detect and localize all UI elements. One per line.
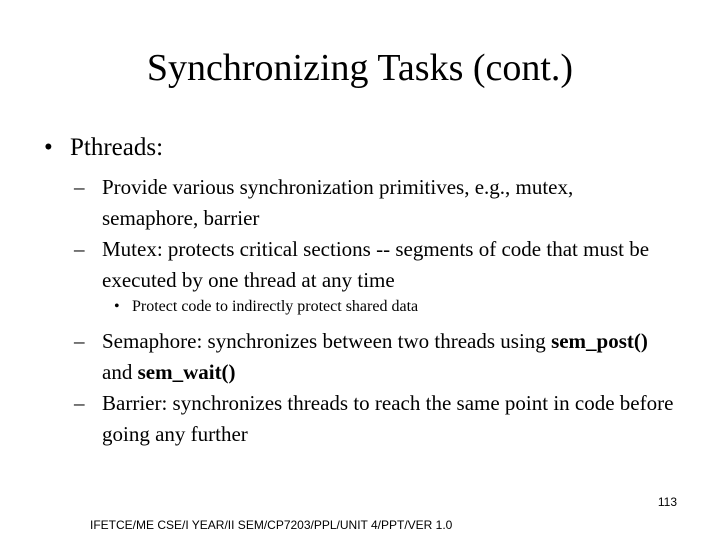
- sub-bullet-marker: •: [114, 298, 120, 315]
- sub-bullet: [114, 296, 418, 318]
- semaphore-text-a: Semaphore: synchronizes between two threads using: [102, 329, 552, 353]
- item-text-mutex: Mutex: protects critical sections -- segments of code that must be executed by one thread at any time: [102, 237, 650, 292]
- slide-title: Synchronizing Tasks (cont.): [146, 47, 574, 89]
- sub-bullet-text: Protect code to indirectly protect shared data: [132, 298, 419, 315]
- list-item: [74, 388, 674, 450]
- code-sem-wait: sem_wait(): [137, 360, 236, 384]
- bullet-pthreads: [44, 133, 163, 163]
- semaphore-text-b: and: [102, 360, 138, 384]
- dash-marker: –: [74, 329, 85, 353]
- item-text-primitives: Provide various synchronization primitives, e.g., mutex, semaphore, barrier: [102, 175, 574, 230]
- list-item: [74, 172, 674, 234]
- item-text-semaphore: [74, 326, 674, 388]
- page-number: 113: [657, 495, 677, 509]
- item-text-barrier: Barrier: synchronizes threads to reach the same point in code before going any further: [102, 391, 674, 446]
- list-item: [74, 234, 674, 296]
- footer-text: IFETCE/ME CSE/I YEAR/II SEM/CP7203/PPL/UNIT 4/PPT/VER 1.0: [90, 518, 453, 532]
- bullet-text: Pthreads:: [70, 134, 164, 161]
- dash-marker: –: [74, 175, 85, 199]
- dash-marker: –: [74, 237, 85, 261]
- bullet-marker: •: [44, 134, 53, 161]
- list-item: [74, 326, 674, 388]
- dash-marker: –: [74, 391, 85, 415]
- code-sem-post: sem_post(): [551, 329, 648, 353]
